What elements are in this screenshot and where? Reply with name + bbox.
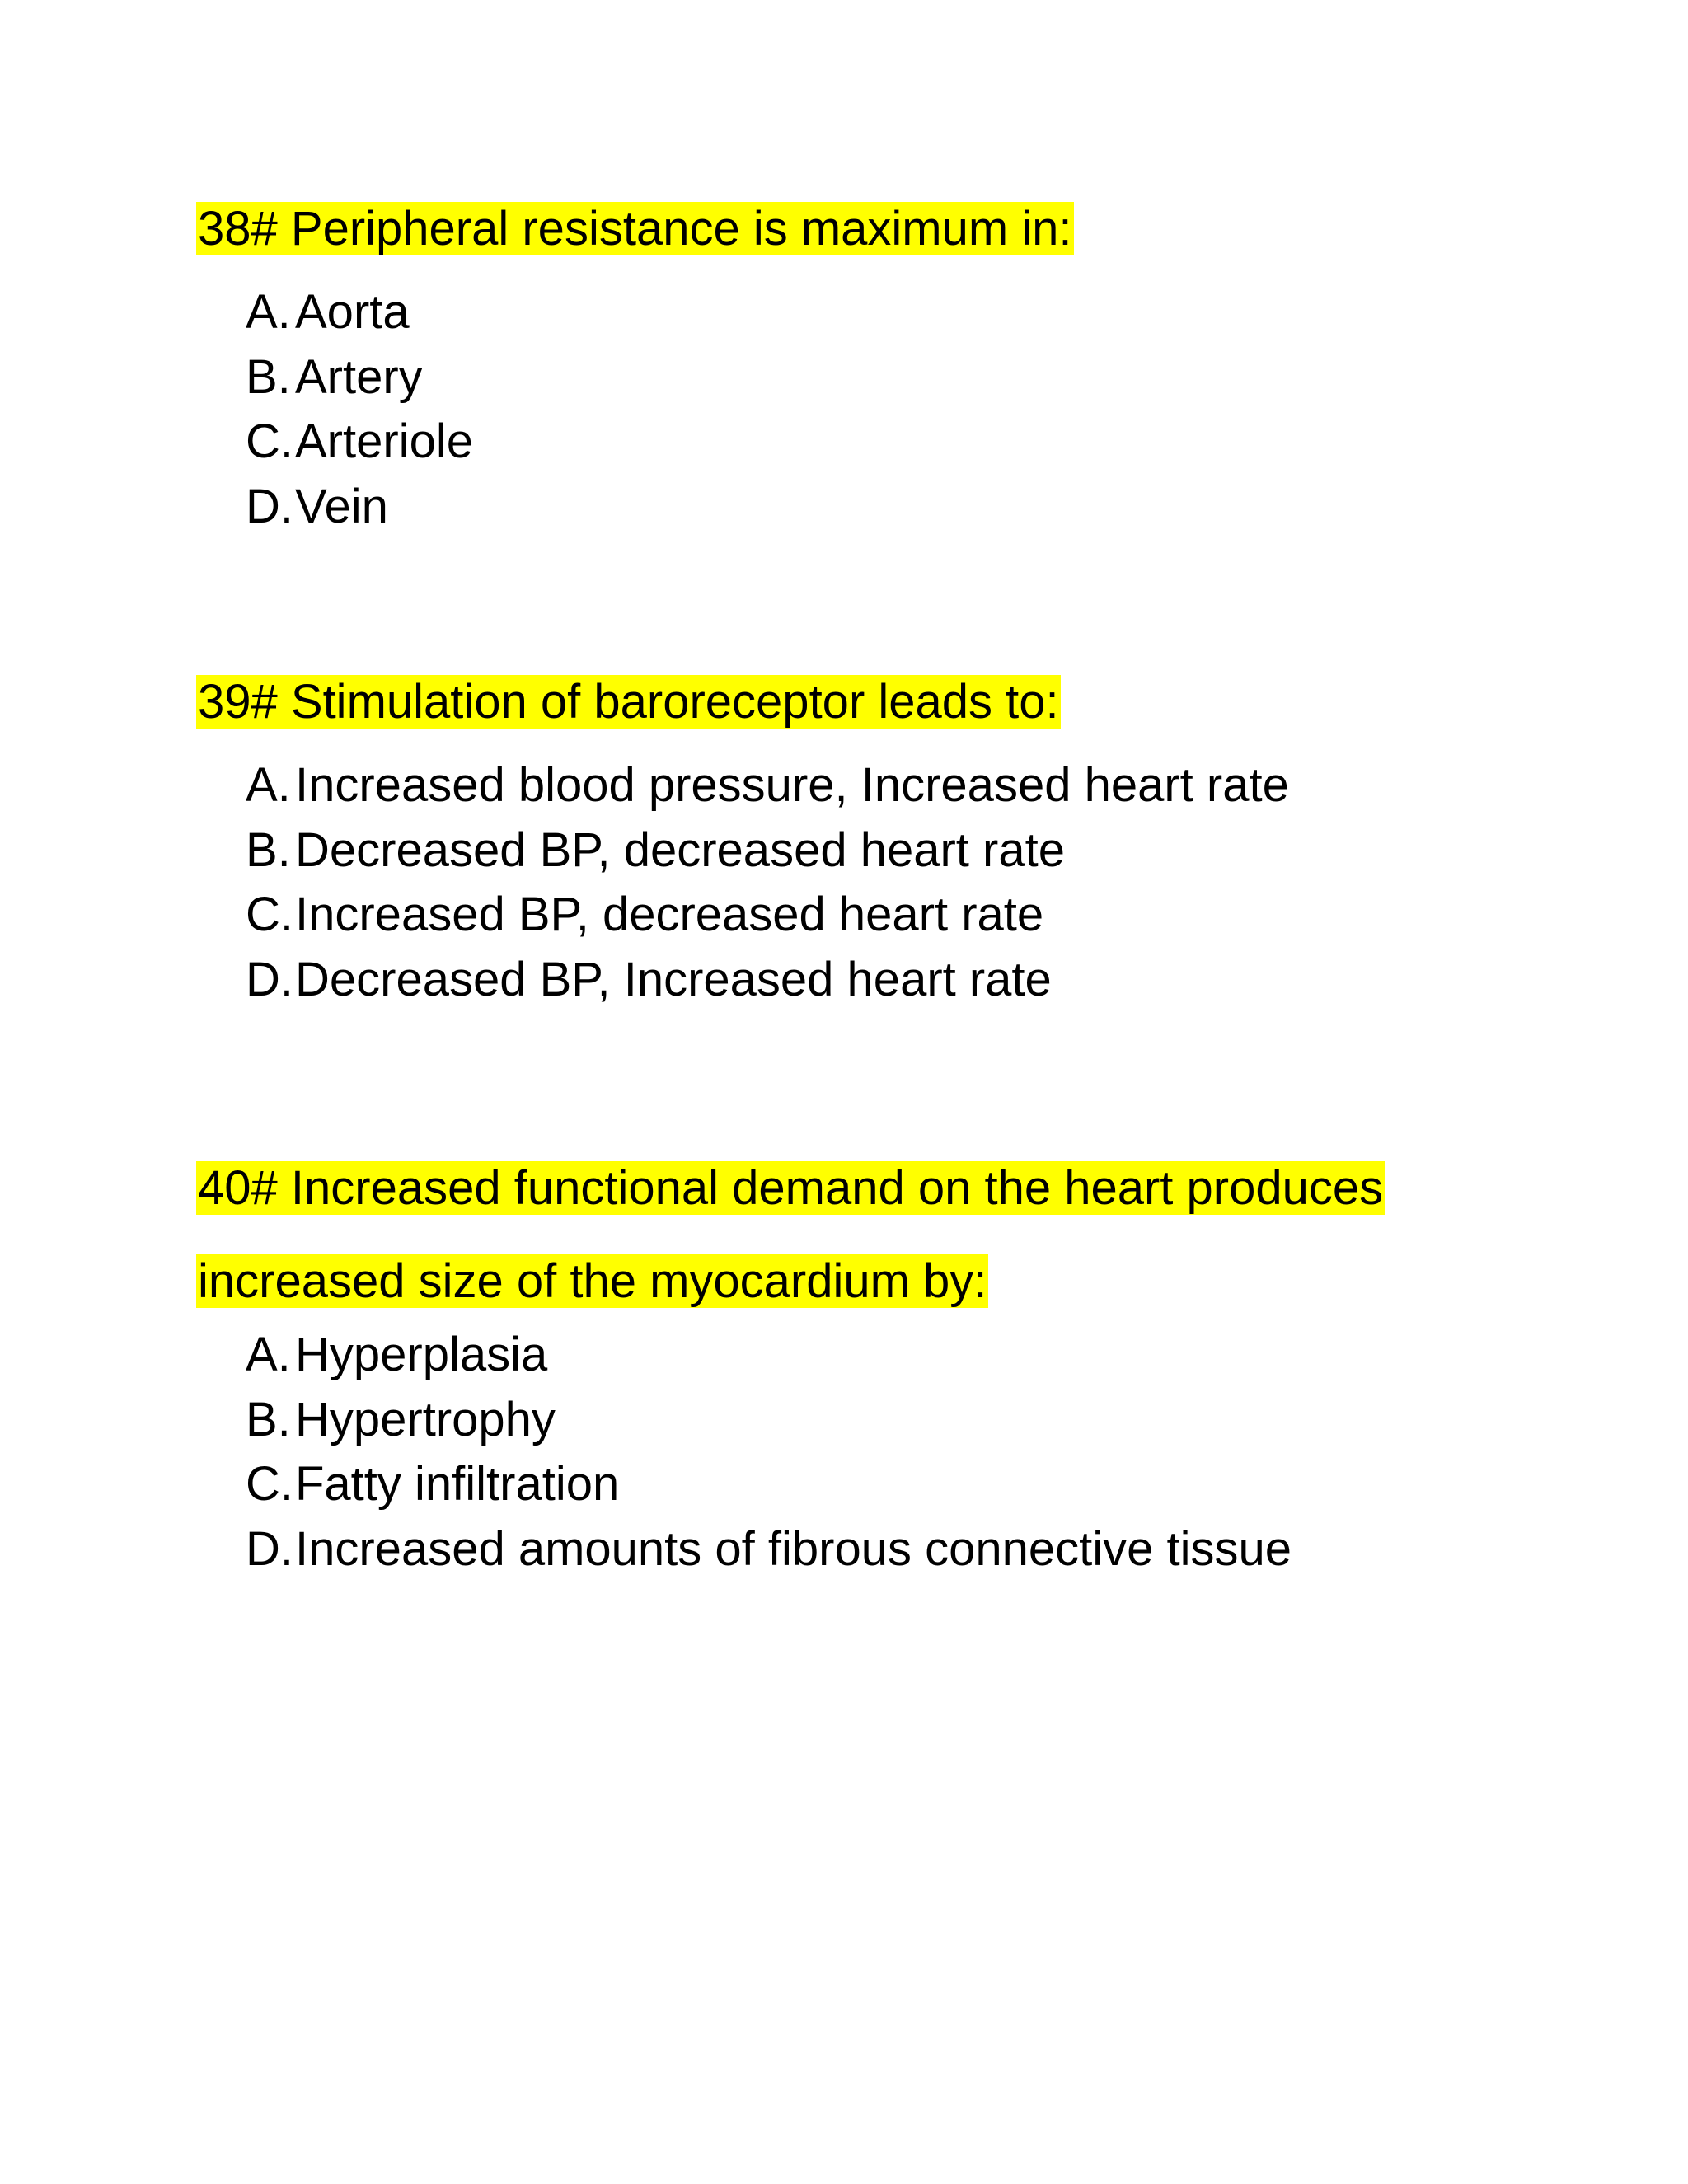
- question-heading: [196, 196, 1482, 262]
- answer-option-b: [246, 818, 1482, 883]
- option-text: Hypertrophy: [295, 1392, 556, 1446]
- question-heading: [196, 669, 1482, 735]
- question-heading-highlight: increased size of the myocardium by:: [198, 1254, 987, 1308]
- answer-option-d: [246, 948, 1482, 1013]
- question-heading-line-1: [196, 1141, 1482, 1235]
- option-text: Arteriole: [295, 415, 473, 468]
- option-text: Hyperplasia: [295, 1328, 548, 1381]
- option-letter: A.: [246, 1328, 291, 1381]
- answer-option-b: [246, 1388, 1482, 1453]
- question-38: [196, 196, 1482, 539]
- option-letter: B.: [246, 1392, 291, 1446]
- option-text: Decreased BP, decreased heart rate: [295, 823, 1065, 877]
- option-text: Increased blood pressure, Increased heart rate: [295, 758, 1289, 812]
- answer-option-a: [246, 280, 1482, 345]
- answer-options: [246, 1323, 1482, 1582]
- answer-option-a: [246, 753, 1482, 818]
- question-39: [196, 669, 1482, 1012]
- question-heading-line-2: [196, 1235, 1482, 1328]
- option-letter: A.: [246, 758, 291, 812]
- answer-option-c: [246, 883, 1482, 948]
- option-letter: C.: [246, 888, 293, 941]
- option-letter: C.: [246, 415, 293, 468]
- answer-option-d: [246, 1517, 1482, 1582]
- option-letter: D.: [246, 1521, 293, 1576]
- answer-options: [246, 280, 1482, 539]
- question-heading-highlight: 38# Peripheral resistance is maximum in:: [198, 202, 1072, 255]
- option-letter: B.: [246, 823, 291, 877]
- option-letter: C.: [246, 1457, 293, 1511]
- answer-option-a: [246, 1323, 1482, 1388]
- answer-options: [246, 753, 1482, 1012]
- option-text: Increased BP, decreased heart rate: [295, 888, 1044, 941]
- option-letter: B.: [246, 349, 291, 404]
- question-40: [196, 1141, 1482, 1582]
- answer-option-b: [246, 345, 1482, 410]
- option-letter: D.: [246, 952, 293, 1006]
- option-text: Artery: [295, 349, 423, 404]
- option-text: Decreased BP, Increased heart rate: [295, 952, 1052, 1006]
- option-text: Increased amounts of fibrous connective tissue: [295, 1521, 1292, 1576]
- answer-option-c: [246, 1452, 1482, 1517]
- answer-option-c: [246, 410, 1482, 475]
- option-letter: D.: [246, 479, 293, 533]
- question-heading-highlight: 39# Stimulation of baroreceptor leads to:: [198, 675, 1059, 729]
- option-letter: A.: [246, 285, 291, 339]
- option-text: Vein: [295, 479, 388, 533]
- option-text: Aorta: [295, 285, 410, 339]
- option-text: Fatty infiltration: [295, 1457, 620, 1511]
- question-heading-highlight: 40# Increased functional demand on the heart produces: [198, 1161, 1384, 1215]
- answer-option-d: [246, 475, 1482, 540]
